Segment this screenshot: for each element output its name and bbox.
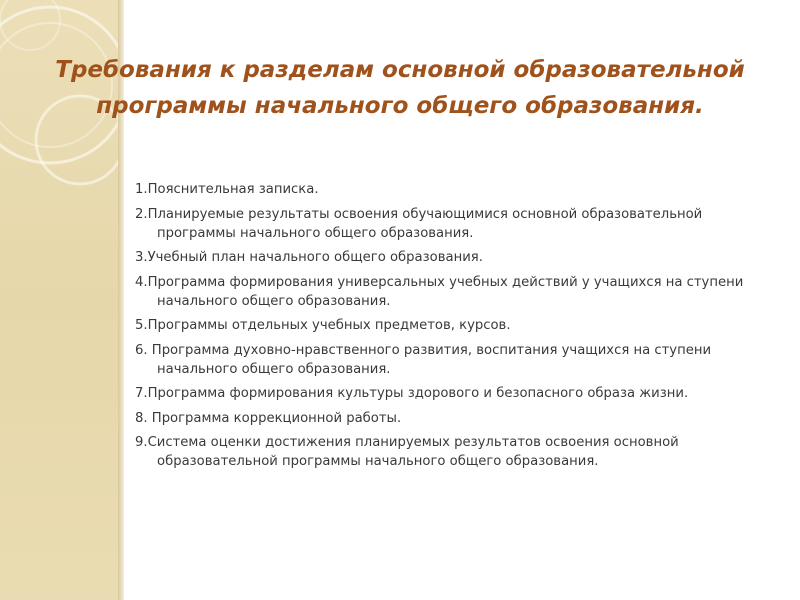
list-item: 2.Планируемые результаты освоения обучающимися основной образовательной программы начального общего образования.: [135, 206, 703, 241]
requirements-list: [135, 180, 760, 477]
list-item: 1.Пояснительная записка.: [135, 182, 319, 197]
list-item: 8. Программа коррекционной работы.: [135, 410, 402, 426]
list-item: 3.Учебный план начального общего образования.: [135, 250, 483, 265]
list-item: 6. Программа духовно-нравственного развития, воспитания учащихся на ступени начального общего образования.: [135, 342, 712, 377]
list-item: 5.Программы отдельных учебных предметов, курсов.: [135, 318, 511, 333]
list-item: 9.Система оценки достижения планируемых результатов освоения основной образовательной программы начального общего образования.: [135, 435, 679, 469]
list-item: 7.Программа формирования культуры здорового и безопасного образа жизни.: [135, 386, 689, 401]
list-item: 4.Программа формирования универсальных учебных действий у учащихся на ступени начального общего образования.: [135, 274, 744, 309]
slide-title: Требования к разделам основной образовательной программы начального общего образования.: [55, 57, 745, 119]
